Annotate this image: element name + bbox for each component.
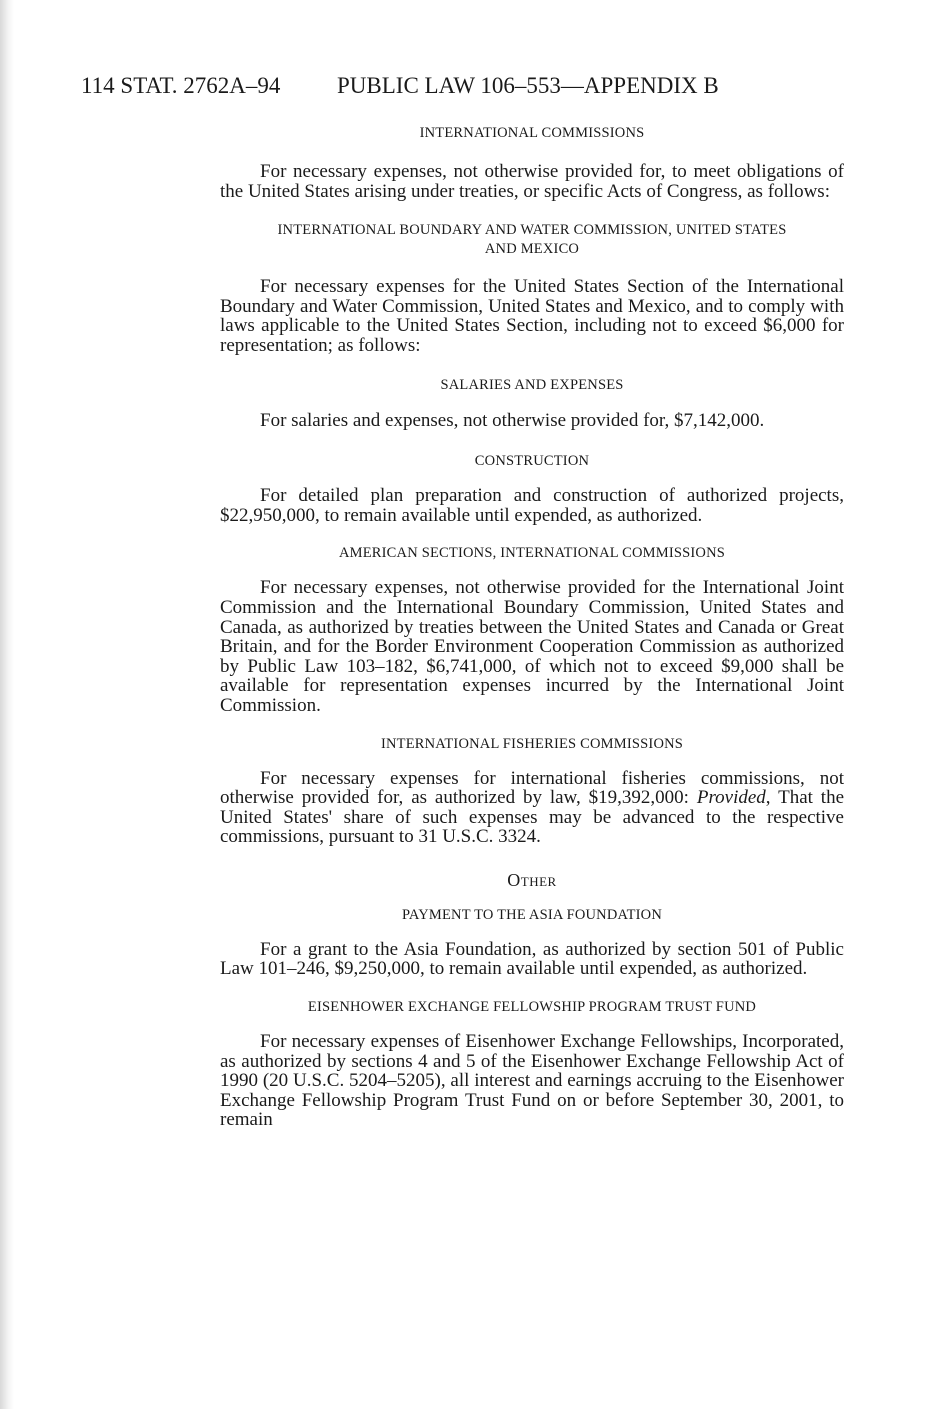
paragraph-international-commissions: For necessary expenses, not otherwise provided for, to meet obligations of the United States arising under treaties, or specific Acts of Congress, as follows: — [220, 161, 844, 202]
heading-ibwc-line2: AND MEXICO — [484, 241, 580, 258]
heading-construction: CONSTRUCTION — [474, 453, 590, 470]
page-body — [220, 118, 844, 1130]
paragraph-international-fisheries — [220, 769, 844, 847]
page-scan-edge — [0, 0, 14, 1409]
heading-american-sections: AMERICAN SECTIONS, INTERNATIONAL COMMISSIONS — [338, 545, 726, 562]
heading-international-fisheries: INTERNATIONAL FISHERIES COMMISSIONS — [380, 735, 684, 752]
paragraph-american-sections: For necessary expenses, not otherwise provided for the International Joint Commission and the International Boundary Commission, United States and Canada, as authorized by treaties between the United States and Canada or Great Britain, and for the Border Environment Cooperation Commission as authorized by Public Law 103–182, $6,741,000, of which not to exceed $9,000 shall be available for representation expenses incurred by the International Joint Commission. — [220, 577, 844, 716]
law-title: PUBLIC LAW 106–553—APPENDIX B — [337, 73, 719, 98]
heading-salaries-and-expenses: SALARIES AND EXPENSES — [440, 376, 624, 393]
fisheries-text-after: , That the United States' share of such expenses may be advanced to the respective commissions, pursuant to 31 U.S.C. 3324. — [220, 787, 844, 848]
heading-ibwc — [220, 221, 844, 259]
paragraph-construction: For detailed plan preparation and construction of authorized projects, $22,950,000, to remain available until expended, as authorized. — [220, 485, 844, 526]
fisheries-text-before: For necessary expenses for international fisheries commissions, not otherwise provided for, as authorized by law, $19,392,000: — [220, 767, 844, 809]
heading-ibwc-line1: INTERNATIONAL BOUNDARY AND WATER COMMISSION, UNITED STATES — [277, 222, 787, 239]
paragraph-asia-foundation: For a grant to the Asia Foundation, as authorized by section 501 of Public Law 101–246, $9,250,000, to remain available until expended, as authorized. — [220, 938, 844, 980]
paragraph-salaries-and-expenses: For salaries and expenses, not otherwise provided for, $7,142,000. — [260, 409, 765, 431]
paragraph-ibwc: For necessary expenses for the United States Section of the International Boundary and Water Commission, United States and Mexico, and to comply with laws applicable to the United States Section, including not to exceed $6,000 for representation; as follows: — [220, 276, 844, 356]
heading-international-commissions: INTERNATIONAL COMMISSIONS — [419, 125, 645, 141]
paragraph-eisenhower-fellowship: For necessary expenses of Eisenhower Exchange Fellowships, Incorporated, as authorized by sections 4 and 5 of the Eisenhower Exchange Fellowship Act of 1990 (20 U.S.C. 5204–5205), all interest and earnings accruing to the Eisenhower Exchange Fellowship Program Trust Fund on or before September 30, 2001, to remain — [220, 1031, 844, 1131]
fisheries-provided: Provided — [696, 787, 766, 809]
heading-asia-foundation: PAYMENT TO THE ASIA FOUNDATION — [401, 906, 663, 923]
stat-citation: 114 STAT. 2762A–94 — [81, 73, 281, 98]
heading-eisenhower-fellowship: EISENHOWER EXCHANGE FELLOWSHIP PROGRAM TRUST FUND — [307, 999, 757, 1016]
heading-other: Other — [507, 869, 557, 890]
running-head — [81, 72, 861, 100]
